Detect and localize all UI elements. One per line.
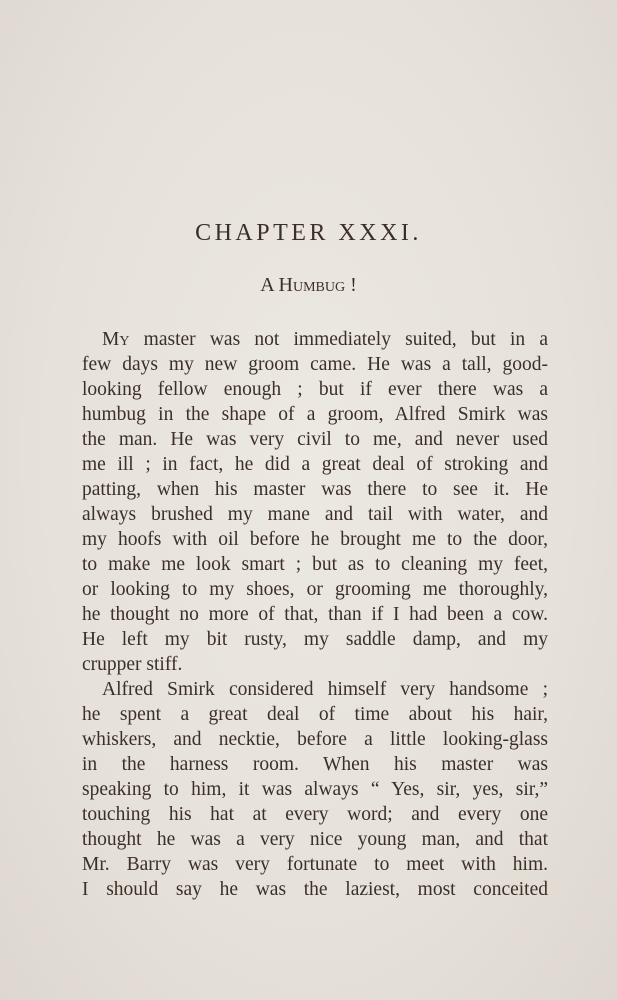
chapter-heading: CHAPTER XXXI. — [195, 220, 422, 246]
text-line: crupper stiff. — [82, 654, 183, 675]
text-line: or looking to my shoes, or grooming me thoroughly, — [82, 579, 548, 600]
text-line — [102, 327, 548, 352]
text-line: touching his hat at every word; and every one — [82, 804, 548, 825]
text-line: few days my new groom came. He was a tall, good- — [82, 354, 548, 375]
text-line: patting, when his master was there to see it. He — [82, 479, 548, 500]
text-line: he spent a great deal of time about his hair, — [82, 704, 548, 725]
text-line: my hoofs with oil before he brought me to the door, — [82, 529, 548, 550]
text-line: he thought no more of that, than if I had been a cow. — [82, 604, 548, 625]
text-line: the man. He was very civil to me, and never used — [82, 429, 548, 450]
text-line: He left my bit rusty, my saddle damp, and my — [82, 629, 548, 650]
text-line: I should say he was the laziest, most conceited — [82, 879, 548, 900]
text-line: in the harness room. When his master was — [82, 754, 548, 775]
text-line: speaking to him, it was always “ Yes, sir, yes, sir,” — [82, 779, 548, 800]
text-line: thought he was a very nice young man, and that — [82, 829, 548, 850]
chapter-subtitle: A Humbug ! — [260, 274, 357, 296]
text-line: Alfred Smirk considered himself very handsome ; — [102, 679, 548, 700]
text-line: me ill ; in fact, he did a great deal of stroking and — [82, 454, 548, 475]
text-line: humbug in the shape of a groom, Alfred Smirk was — [82, 404, 548, 425]
text-line: to make me look smart ; but as to cleaning my feet, — [82, 554, 548, 575]
drop-word: My — [102, 329, 130, 350]
text-line: looking fellow enough ; but if ever there was a — [82, 379, 548, 400]
text-line: Mr. Barry was very fortunate to meet with him. — [82, 854, 548, 875]
text-line: whiskers, and necktie, before a little looking-glass — [82, 729, 548, 750]
text-line-content: master was not immediately suited, but in a — [129, 329, 548, 350]
text-line: always brushed my mane and tail with water, and — [82, 504, 548, 525]
